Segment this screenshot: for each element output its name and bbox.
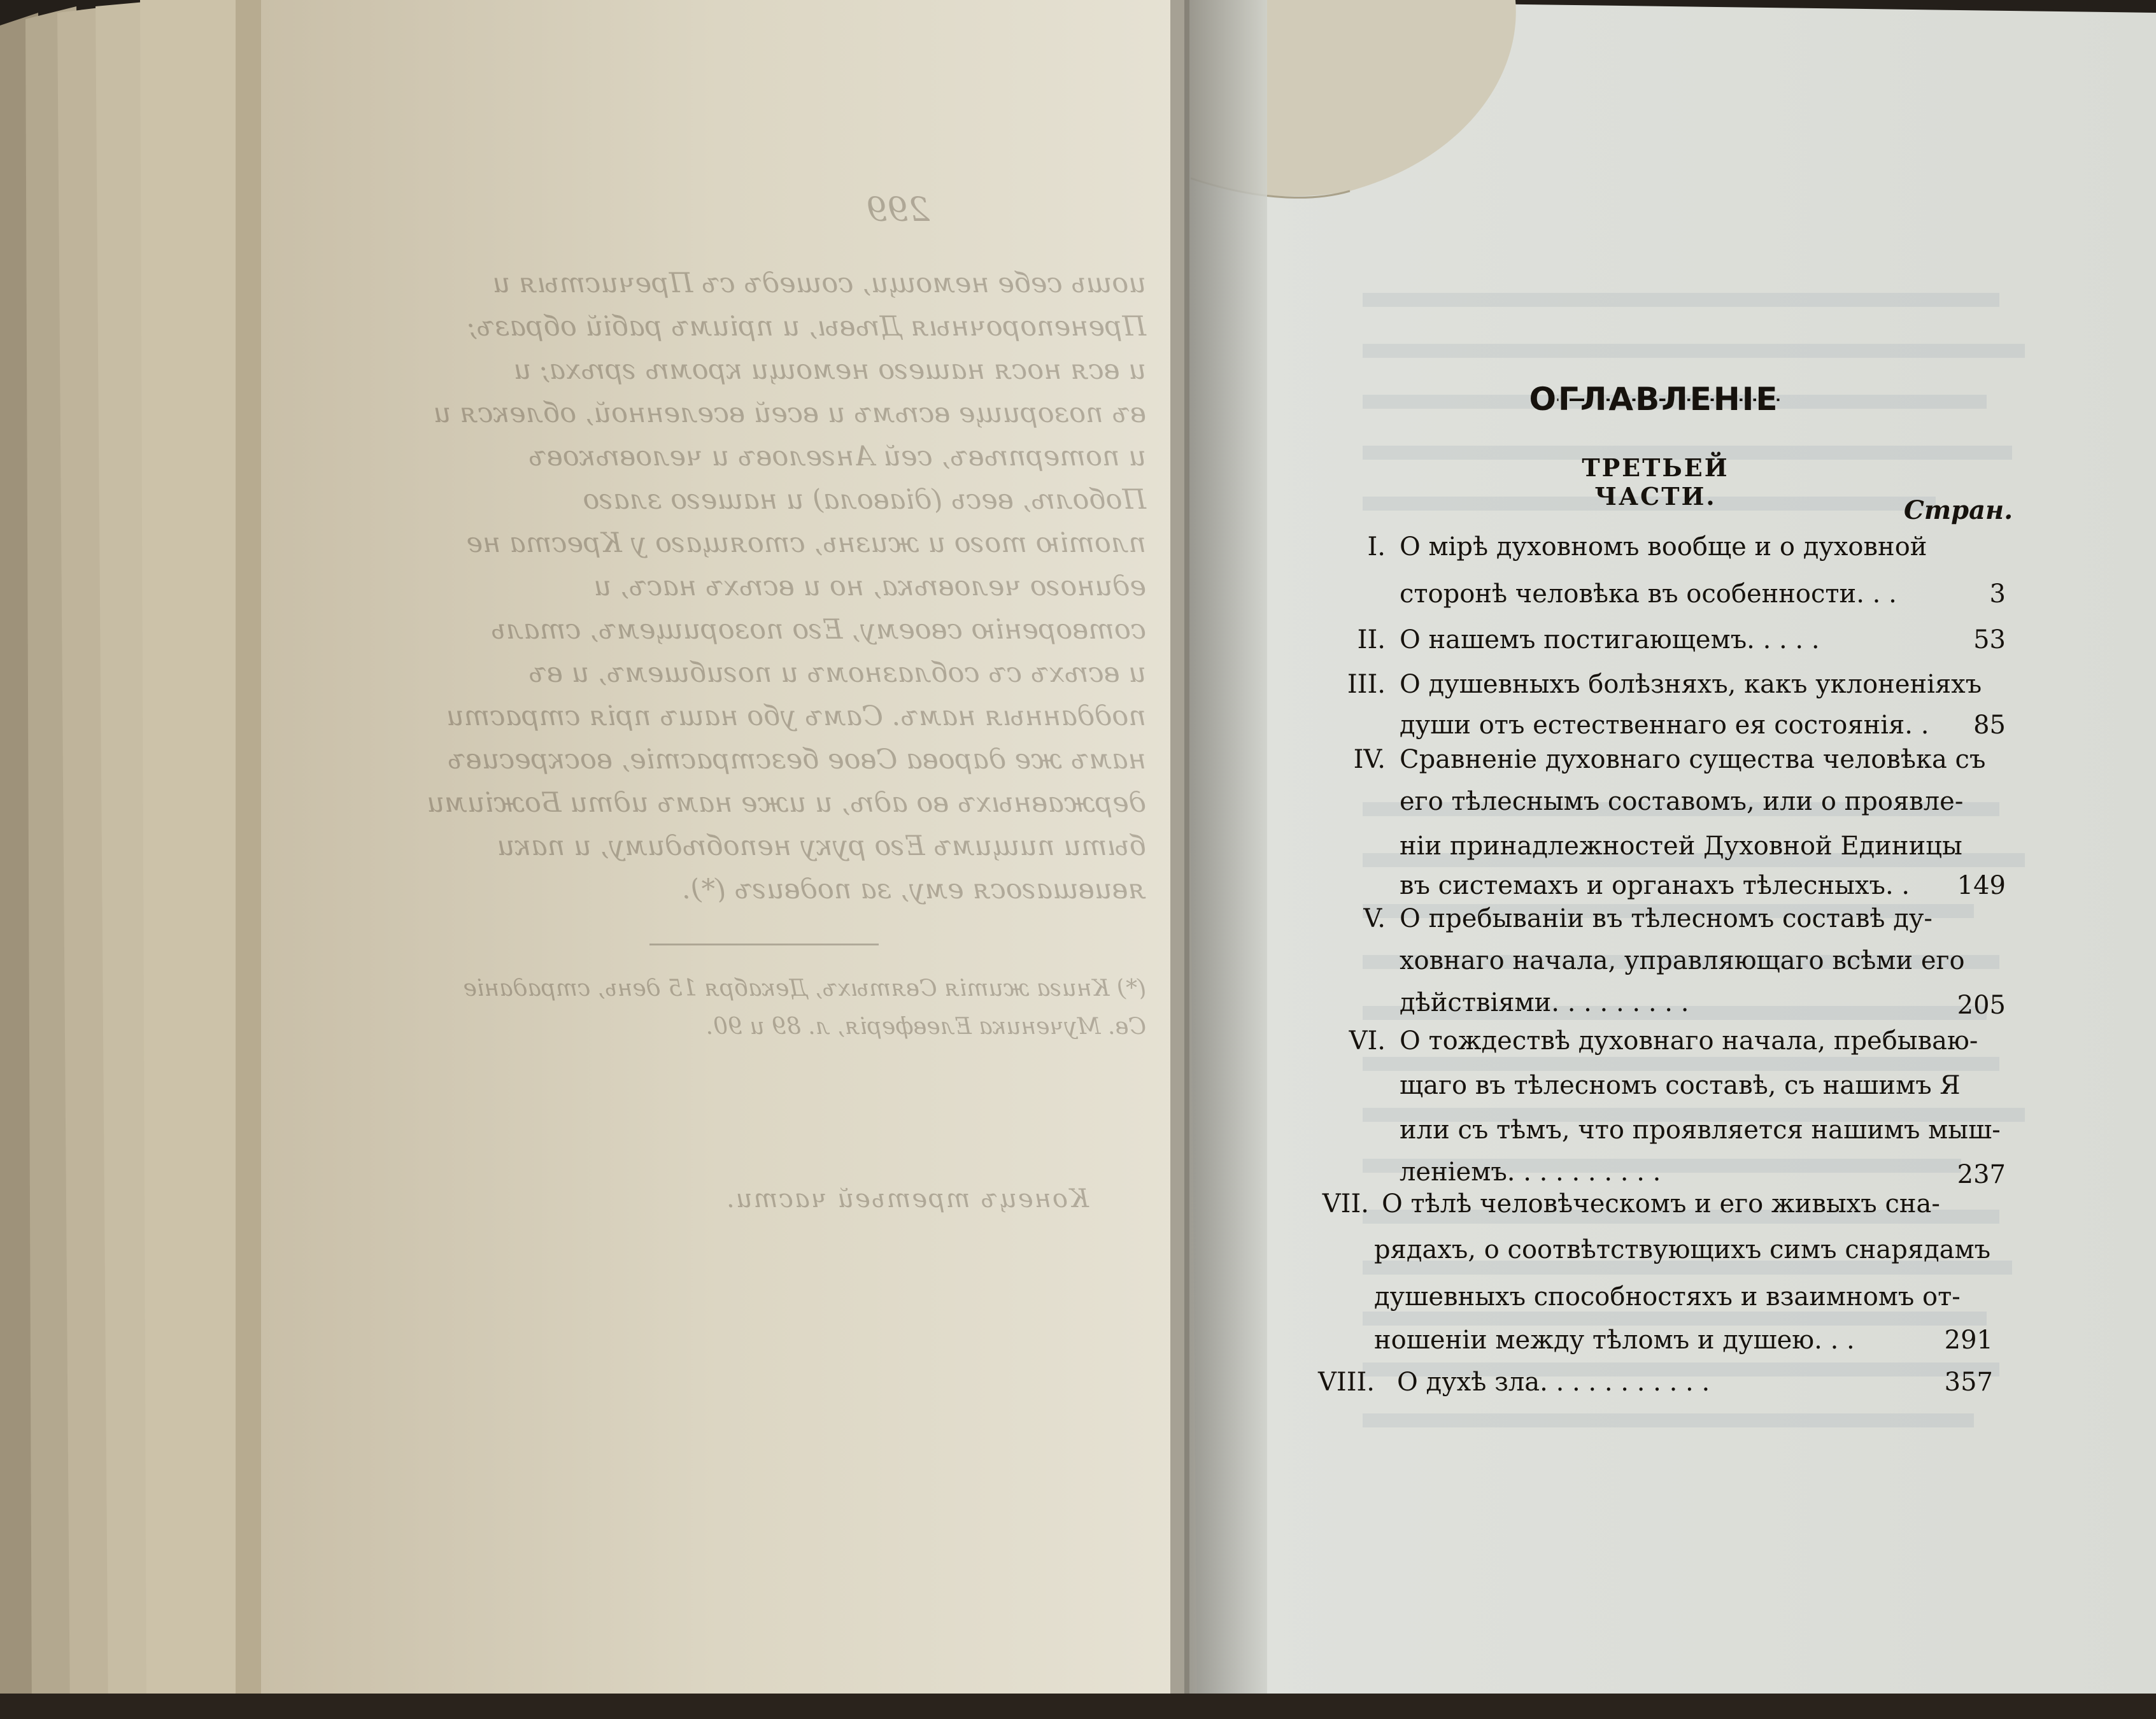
- toc-entry-line: Сравненіе духовнаго существа человѣка съ: [1400, 745, 1986, 774]
- toc-entry-line: О душевныхъ болѣзняхъ, какъ уклоненіяхъ: [1400, 670, 1982, 699]
- toc-entry-page: 357: [1944, 1368, 1993, 1397]
- toc-subtitle: ТРЕТЬЕЙ ЧАСТИ.: [1582, 453, 1729, 511]
- toc-entry-page: 291: [1944, 1326, 1993, 1355]
- toc-entry-line: леніемъ. . . . . . . . . .: [1400, 1157, 1661, 1187]
- toc-entry-line: сторонѣ человѣка въ особенности. . .: [1400, 579, 1897, 609]
- toc-entry-page: 85: [1973, 711, 2006, 740]
- toc-entry-line: ніи принадлежностей Духовной Единицы: [1400, 831, 1962, 861]
- toc-entry-number: VII.: [1322, 1189, 1369, 1219]
- left-line: единого человѣка, но и всѣхъ насъ, и: [593, 570, 1146, 602]
- left-line: и всѣхъ съ соблазномъ и погибшемъ, и въ: [528, 657, 1146, 689]
- toc-entry-line: О мірѣ духовномъ вообще и о духовной: [1400, 532, 1927, 562]
- toc-entry-number: IV.: [1353, 745, 1386, 774]
- toc-entry-page: 237: [1957, 1160, 2006, 1189]
- toc-entry-line: О духѣ зла. . . . . . . . . . .: [1397, 1368, 1710, 1397]
- toc-entry-page: 149: [1957, 871, 2006, 900]
- toc-entry-line: ношеніи между тѣломъ и душею. . .: [1374, 1326, 1855, 1355]
- left-line: плотію того и жизнь, стоящаго у Креста не: [466, 527, 1146, 559]
- toc-entry-line: щаго въ тѣлесномъ составѣ, съ нашимъ Я: [1400, 1071, 1961, 1100]
- toc-entry-number: II.: [1357, 625, 1386, 654]
- left-line: явившагося ему, за подвигъ (*).: [682, 874, 1146, 905]
- toc-entry-number: VIII.: [1318, 1368, 1375, 1397]
- toc-pages-header: Стран.: [1904, 495, 2013, 525]
- left-end-text: Конецъ третьей части.: [725, 1184, 1089, 1213]
- toc-entry-line: О тѣлѣ человѣческомъ и его живыхъ сна-: [1382, 1189, 1940, 1219]
- toc-entry-page: 3: [1989, 579, 2006, 609]
- toc-entry-line: О нашемъ постигающемъ. . . . .: [1400, 625, 1820, 654]
- left-line: Пренепорочныя Дѣвы, и пріимъ рабій образъ;: [467, 311, 1146, 343]
- toc-entry-line: О тождествѣ духовнаго начала, пребываю-: [1400, 1026, 1978, 1056]
- toc-entry-line: его тѣлеснымъ составомъ, или о проявле-: [1400, 787, 1964, 816]
- left-line: въ позорище всѣмъ и всей вселенной, облекся и: [433, 397, 1146, 429]
- toc-entry-page: 53: [1973, 625, 2006, 654]
- left-line: и потерпѣвъ, сей Ангеловъ и человѣковъ: [528, 441, 1146, 472]
- toc-entry-line: ховнаго начала, управляющаго всѣми его: [1400, 946, 1965, 975]
- toc-entry-line: душевныхъ способностяхъ и взаимномъ от-: [1374, 1282, 1961, 1312]
- left-line: быти пищимъ Его руку непобѣдиму, и паки: [497, 830, 1146, 862]
- left-footnote-line: Св. Мученика Елевферія, л. 89 и 90.: [706, 1014, 1146, 1040]
- toc-entry-line: въ системахъ и органахъ тѣлесныхъ. .: [1400, 871, 1910, 900]
- left-line: намъ же дарова Свое безстрастіе, воскресивъ: [447, 744, 1146, 775]
- left-line: державныхъ во адѣ, и иже намъ идти Божіими: [427, 787, 1146, 819]
- toc-entry-line: рядахъ, о соотвѣтствующихъ симъ снарядамъ: [1374, 1235, 1991, 1264]
- toc-entry-number: I.: [1367, 532, 1386, 562]
- toc-entry-number: V.: [1363, 904, 1386, 933]
- toc-entry-line: О пребываніи въ тѣлесномъ составѣ ду-: [1400, 904, 1933, 933]
- toc-entry-number: III.: [1347, 670, 1386, 699]
- toc-entry-page: 205: [1957, 991, 2006, 1020]
- toc-entry-line: души отъ естественнаго ея состоянія. .: [1400, 711, 1929, 740]
- left-line: Поболѣ, весь (діавола) и нашего злаго: [583, 484, 1146, 516]
- toc-entry-line: дѣйствіями. . . . . . . . .: [1400, 988, 1689, 1017]
- left-line: сотворенію своему, Его позорищемъ, сталь: [491, 614, 1146, 646]
- left-page-number: 299: [866, 191, 930, 229]
- left-footnote-line: (*) Книга житія Святыхъ, Декабря 15 день, страданіе: [463, 975, 1146, 1001]
- toc-entry-line: или съ тѣмъ, что проявляется нашимъ мыш-: [1400, 1115, 2001, 1145]
- toc-title: ОГЛАВЛЕНІЕ: [1529, 381, 1780, 418]
- toc-entry-number: VI.: [1349, 1026, 1386, 1056]
- left-line: и вся нося нашего немощи кромѣ грѣха; и: [513, 354, 1146, 386]
- left-line: подданныя намъ. Самъ убо нашъ прія страсти: [446, 700, 1146, 732]
- left-line: иошь себе немощи, сошедъ съ Пречистыя и: [492, 267, 1146, 299]
